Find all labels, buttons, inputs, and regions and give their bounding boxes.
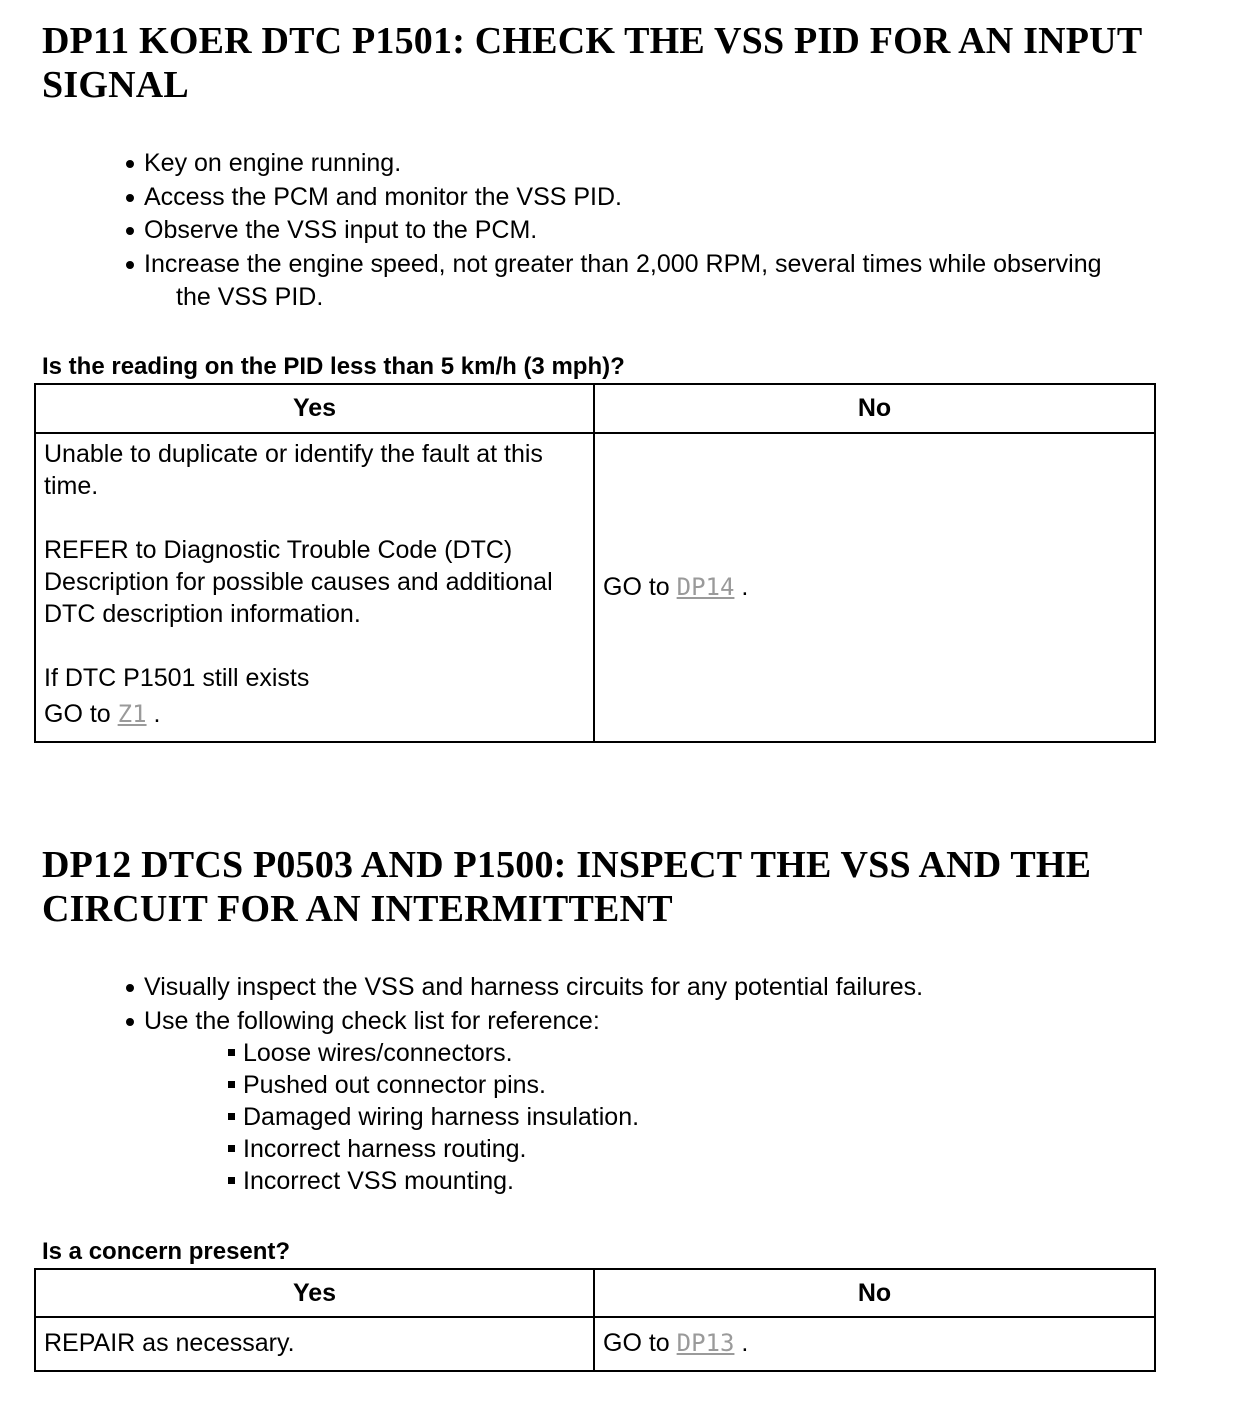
- bullet-icon: [126, 160, 134, 168]
- link-z1[interactable]: Z1: [117, 700, 147, 728]
- square-bullet-icon: [228, 1081, 235, 1088]
- list-item: Pushed out connector pins.: [228, 1069, 1128, 1101]
- goto-line: GO to Z1 .: [44, 700, 161, 728]
- list-item: Use the following check list for reference:: [126, 1005, 1236, 1039]
- yes-paragraph-1: Unable to duplicate or identify the fault at this time.: [44, 440, 543, 500]
- bullet-icon: [126, 194, 134, 202]
- list-item: Damaged wiring harness insulation.: [228, 1101, 1128, 1133]
- bullet-icon: [126, 984, 134, 992]
- yes-header: Yes: [35, 384, 594, 433]
- question-dp12: Is a concern present?: [42, 1238, 291, 1265]
- bullet-icon: [126, 261, 134, 269]
- list-item: Incorrect harness routing.: [228, 1133, 1128, 1165]
- question-dp11: Is the reading on the PID less than 5 km/h (3 mph)?: [42, 353, 625, 380]
- section-heading-dp11: DP11 KOER DTC P1501: CHECK THE VSS PID FOR AN INPUT SIGNAL: [42, 20, 1142, 106]
- yes-paragraph-3: If DTC P1501 still exists: [44, 664, 310, 692]
- link-dp13[interactable]: DP13: [676, 1329, 735, 1357]
- section-heading-dp12: DP12 DTCS P0503 AND P1500: INSPECT THE VSS AND THE CIRCUIT FOR AN INTERMITTENT: [42, 844, 1092, 930]
- list-item: Incorrect VSS mounting.: [228, 1165, 1128, 1197]
- no-cell: GO to DP13 .: [594, 1317, 1155, 1371]
- square-bullet-icon: [228, 1113, 235, 1120]
- list-item: Observe the VSS input to the PCM.: [126, 214, 1236, 248]
- decision-table-dp12: [34, 1268, 1156, 1372]
- yes-header: Yes: [35, 1269, 594, 1317]
- yes-cell: REPAIR as necessary.: [35, 1317, 594, 1371]
- checklist-dp12: [228, 1037, 1128, 1197]
- square-bullet-icon: [228, 1049, 235, 1056]
- yes-paragraph-2: REFER to Diagnostic Trouble Code (DTC) Description for possible causes and additional DTC description information.: [44, 536, 553, 628]
- no-header: No: [594, 384, 1155, 433]
- yes-cell: [35, 433, 594, 742]
- square-bullet-icon: [228, 1177, 235, 1184]
- square-bullet-icon: [228, 1145, 235, 1152]
- list-item: Access the PCM and monitor the VSS PID.: [126, 181, 1236, 215]
- step-list-dp12: [126, 971, 1236, 1038]
- link-dp14[interactable]: DP14: [676, 572, 735, 601]
- list-item: Increase the engine speed, not greater than 2,000 RPM, several times while observing the VSS PID.: [126, 248, 1236, 315]
- bullet-icon: [126, 227, 134, 235]
- step-list-dp11: [126, 147, 1236, 315]
- list-item: Key on engine running.: [126, 147, 1236, 181]
- list-item: Loose wires/connectors.: [228, 1037, 1128, 1069]
- step-continuation: the VSS PID.: [176, 283, 324, 311]
- no-header: No: [594, 1269, 1155, 1317]
- bullet-icon: [126, 1018, 134, 1026]
- list-item: Visually inspect the VSS and harness circuits for any potential failures.: [126, 971, 1236, 1005]
- decision-table-dp11: [34, 383, 1156, 743]
- no-cell: GO to DP14 .: [594, 433, 1155, 742]
